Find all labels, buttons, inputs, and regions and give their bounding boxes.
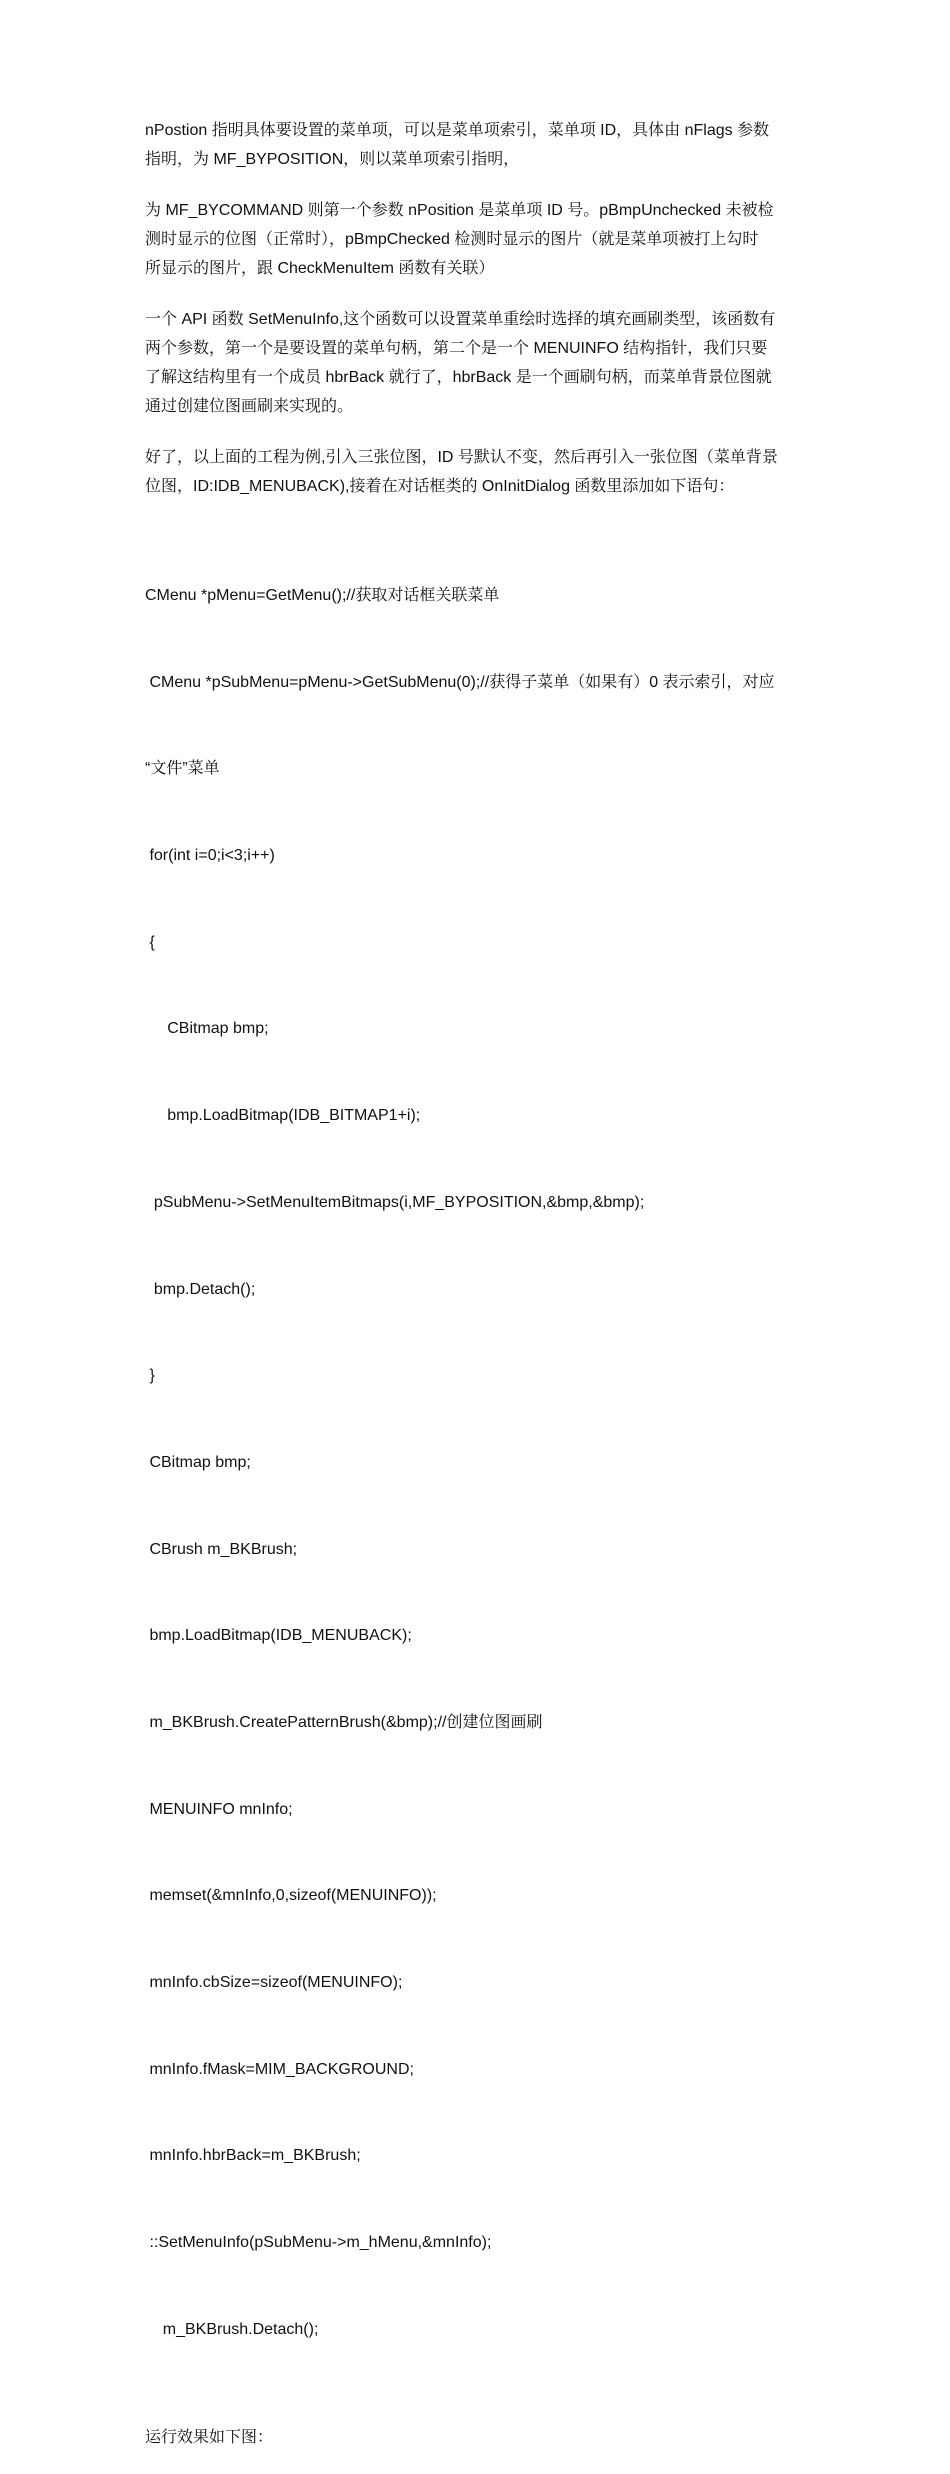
code-line: mnInfo.cbSize=sizeof(MENUINFO);	[145, 1974, 403, 1991]
paragraph-nposition	[145, 116, 815, 174]
text-line: 指明，为 MF_BYPOSITION，则以菜单项索引指明，	[145, 151, 520, 168]
code-block	[145, 523, 815, 2401]
text-line: 好了，以上面的工程为例,引入三张位图，ID 号默认不变，然后再引入一张位图（菜单背景	[145, 449, 778, 466]
paragraph-result	[145, 2423, 815, 2452]
text-line: nPostion 指明具体要设置的菜单项，可以是菜单项索引，菜单项 ID，具体由 nFlags 参数	[145, 122, 770, 139]
code-line: CBitmap bmp;	[145, 1453, 251, 1471]
code-line: bmp.LoadBitmap(IDB_MENUBACK);	[145, 1627, 412, 1645]
code-line: for(int i=0;i<3;i++)	[145, 847, 275, 865]
code-line: {	[145, 933, 155, 951]
code-line: CBrush m_BKBrush;	[145, 1540, 298, 1558]
code-line: m_BKBrush.CreatePatternBrush(&bmp);//创建位图画刷	[145, 1713, 543, 1731]
paragraph-bycommand	[145, 196, 815, 283]
code-line: memset(&mnInfo,0,sizeof(MENUINFO));	[145, 1887, 437, 1905]
code-line: mnInfo.fMask=MIM_BACKGROUND;	[145, 2060, 414, 2078]
text-line: 一个 API 函数 SetMenuInfo,这个函数可以设置菜单重绘时选择的填充画刷类型，该函数有	[145, 311, 776, 328]
text-line: 测时显示的位图（正常时），pBmpChecked 检测时显示的图片（就是菜单项被打上勾时	[145, 231, 759, 248]
code-line: CMenu *pMenu=GetMenu();//获取对话框关联菜单	[145, 587, 500, 604]
code-line: pSubMenu->SetMenuItemBitmaps(i,MF_BYPOSITION,&bmp,&bmp);	[145, 1193, 645, 1211]
code-line: “文件”菜单	[145, 760, 220, 778]
paragraph-setmenuinfo	[145, 305, 815, 421]
text-line: 为 MF_BYCOMMAND 则第一个参数 nPosition 是菜单项 ID 号。pBmpUnchecked 未被检	[145, 202, 774, 219]
code-line: }	[145, 1367, 155, 1385]
text-line: 运行效果如下图：	[145, 2429, 274, 2447]
document-page	[145, 116, 815, 2474]
text-line: 了解这结构里有一个成员 hbrBack 就行了，hbrBack 是一个画刷句柄，而菜单背景位图就	[145, 369, 772, 386]
code-line: MENUINFO mnInfo;	[145, 1800, 293, 1818]
code-line: CMenu *pSubMenu=pMenu->GetSubMenu(0);//获得子菜单（如果有）0 表示索引，对应	[145, 673, 775, 691]
text-line: 位图，ID:IDB_MENUBACK),接着在对话框类的 OnInitDialog 函数里添加如下语句：	[145, 478, 735, 495]
code-line: ::SetMenuInfo(pSubMenu->m_hMenu,&mnInfo);	[145, 2234, 492, 2252]
code-line: bmp.Detach();	[145, 1280, 256, 1298]
code-line: m_BKBrush.Detach();	[145, 2320, 319, 2338]
code-line: CBitmap bmp;	[145, 1020, 269, 1038]
text-line: 两个参数，第一个是要设置的菜单句柄，第二个是一个 MENUINFO 结构指针，我们只要	[145, 340, 768, 357]
text-line: 通过创建位图画刷来实现的。	[145, 398, 354, 415]
text-line: 所显示的图片，跟 CheckMenuItem 函数有关联）	[145, 260, 495, 277]
paragraph-example-intro	[145, 443, 815, 501]
code-line: bmp.LoadBitmap(IDB_BITMAP1+i);	[145, 1107, 421, 1125]
code-line: mnInfo.hbrBack=m_BKBrush;	[145, 2147, 361, 2165]
